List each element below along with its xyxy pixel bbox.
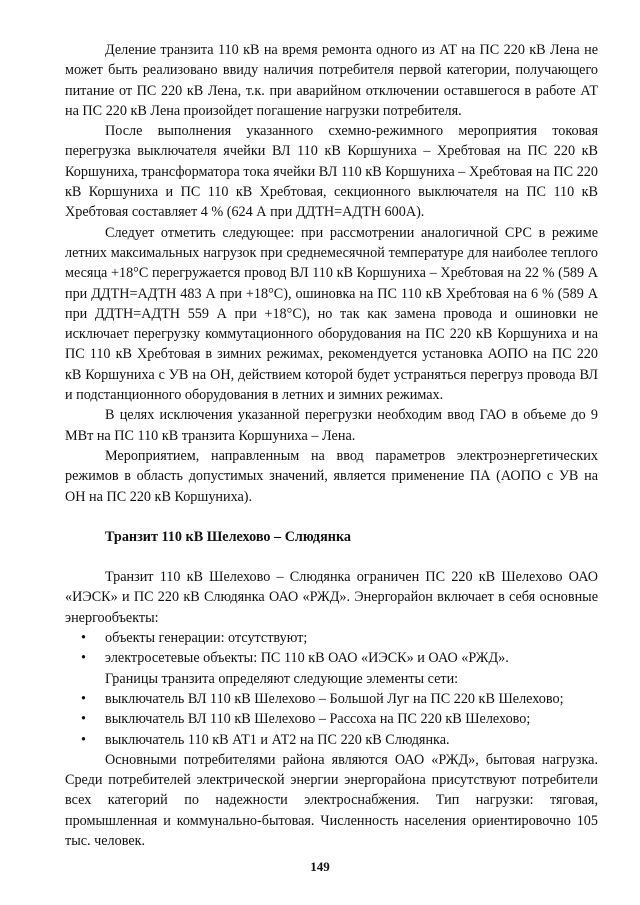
bullet-icon: • — [81, 690, 86, 707]
energy-objects-list — [65, 628, 598, 669]
list-item — [65, 689, 598, 709]
paragraph-section-intro: Транзит 110 кВ Шелехово – Слюдянка ограничен ПС 220 кВ Шелехово ОАО «ИЭСК» и ПС 220 кВ Слюдянка ОАО «РЖД». Энергорайон включает в себя основные энергообъекты: — [65, 569, 598, 626]
paragraph-summer-analysis: Следует отметить следующее: при рассмотрении аналогичной СРС в режиме летних максимальных нагрузок при среднемесячной температуре для наиболее теплого месяца +18°С перегружается провод ВЛ 110 кВ Коршуниха – Хребтовая на 22 % (589 А при ДДТН=АДТН 483 А при +18°С), ошиновка на ПС 110 кВ Хребтовая на 6 % (589 А при ДДТН=АДТН 559 А при +18°С), но так как замена провода и ошиновки не исключает перегрузку коммутационного оборудования на ПС 220 кВ Коршуниха и на ПС 110 кВ Хребтовая в зимних режимах, рекомендуется установка АОПО на ПС 220 кВ Коршуниха с УВ на ОН, действием которой будет устраняться перегруз провода ВЛ и подстанционного оборудования в летних и зимних режимах. — [65, 224, 598, 404]
list-item — [65, 730, 598, 750]
list-item — [65, 648, 598, 668]
bullet-icon: • — [81, 650, 86, 667]
list-item-text: выключатель 110 кВ АТ1 и АТ2 на ПС 220 кВ Слюдянка. — [105, 731, 450, 748]
list-item — [65, 628, 598, 648]
bullet-icon: • — [81, 731, 86, 748]
page-content — [65, 40, 598, 851]
bullet-icon: • — [81, 711, 86, 728]
paragraph-consumers: Основными потребителями района являются ОАО «РЖД», бытовая нагрузка. Среди потребителей электрической энергии энергорайона присутствуют потребители всех категорий по надежности электроснабжения. Тип нагрузки: тяговая, промышленная и коммунально-бытовая. Численность населения ориентировочно 105 тыс. человек. — [65, 751, 598, 849]
list-item-text: выключатель ВЛ 110 кВ Шелехово – Большой Луг на ПС 220 кВ Шелехово; — [105, 690, 564, 707]
paragraph-overload-after-measure: После выполнения указанного схемно-режимного мероприятия токовая перегрузка выключателя ячейки ВЛ 110 кВ Коршуниха – Хребтовая на ПС 220 кВ Коршуниха, трансформатора тока ячейки ВЛ 110 кВ Коршуниха – Хребтовая на ПС 220 кВ Коршуниха и ПС 110 кВ Хребтовая, секционного выключателя на ПС 110 кВ Хребтовая составляет 4 % (624 А при ДДТН=АДТН 600А). — [65, 123, 598, 221]
paragraph-gao-input: В целях исключения указанной перегрузки необходим ввод ГАО в объеме до 9 МВт на ПС 110 кВ транзита Коршуниха – Лена. — [65, 407, 598, 444]
boundaries-list — [65, 689, 598, 750]
paragraph-boundaries-intro: Границы транзита определяют следующие элементы сети: — [105, 670, 459, 687]
list-item-text: электросетевые объекты: ПС 110 кВ ОАО «ИЭСК» и ОАО «РЖД». — [105, 650, 509, 667]
list-item-text: объекты генерации: отсутствуют; — [105, 630, 308, 647]
section-title: Транзит 110 кВ Шелехово – Слюдянка — [105, 528, 352, 545]
page-number: 149 — [310, 859, 330, 874]
paragraph-pa-measure: Мероприятием, направленным на ввод параметров электроэнергетических режимов в область допустимых значений, является применение ПА (АОПО с УВ на ОН на ПС 220 кВ Коршуниха). — [65, 447, 598, 505]
list-item-text: выключатель ВЛ 110 кВ Шелехово – Рассоха на ПС 220 кВ Шелехово; — [105, 711, 531, 728]
paragraph-lena-transit: Деление транзита 110 кВ на время ремонта одного из АТ на ПС 220 кВ Лена не может быть реализовано ввиду наличия потребителя первой категории, получающего питание от ПС 220 кВ Лена, т.к. при аварийном отключении оставшегося в работе АТ на ПС 220 кВ Лена произойдет погашение нагрузки потребителя. — [65, 42, 598, 119]
bullet-icon: • — [81, 630, 86, 647]
list-item — [65, 709, 598, 729]
